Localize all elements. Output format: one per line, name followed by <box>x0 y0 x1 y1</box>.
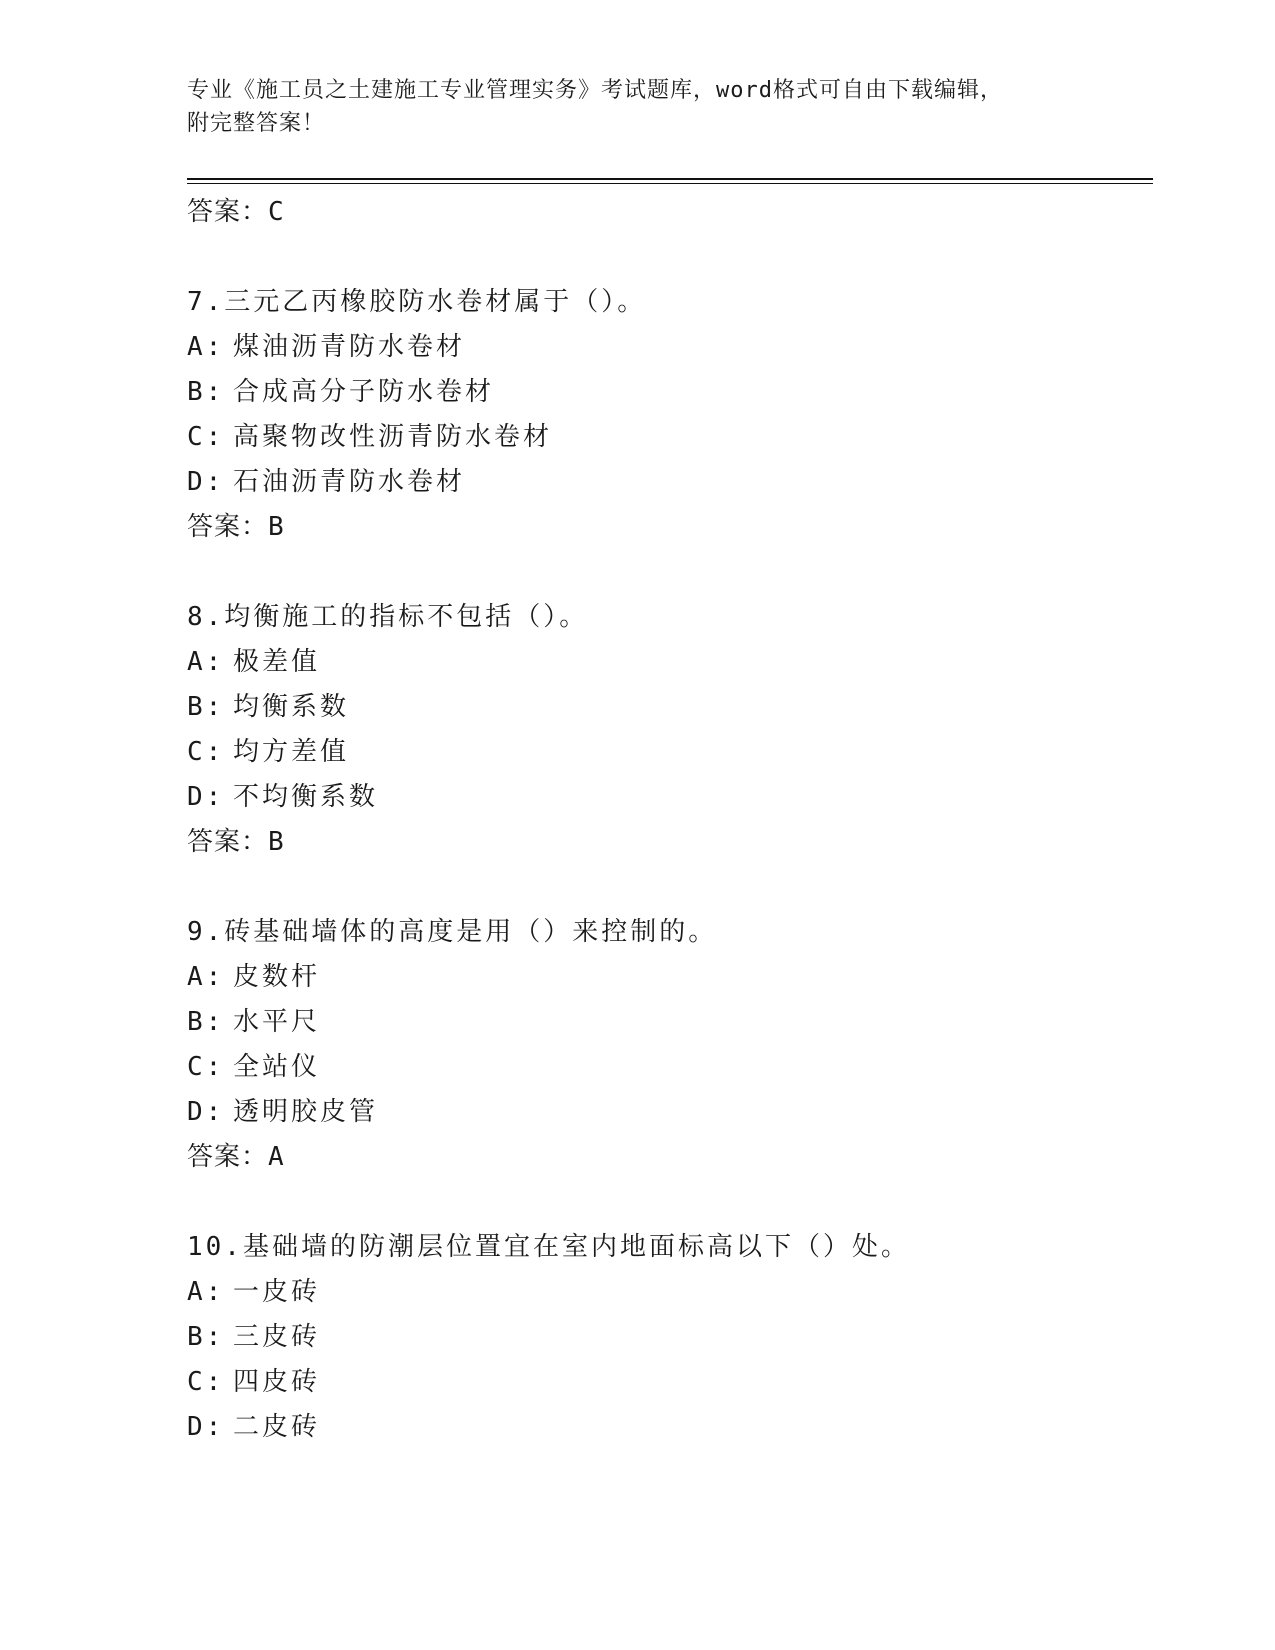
option-d <box>187 1090 1153 1135</box>
option-letter: A: <box>187 332 225 362</box>
question-text: 8.均衡施工的指标不包括（）。 <box>187 602 589 632</box>
option-letter: C: <box>187 422 225 452</box>
option-letter: D: <box>187 467 225 497</box>
spacer <box>187 1180 1153 1225</box>
option-b <box>187 685 1153 730</box>
option-b <box>187 1000 1153 1045</box>
option-text: 石油沥青防水卷材 <box>233 467 466 497</box>
option-text: 煤油沥青防水卷材 <box>233 332 466 362</box>
option-a <box>187 325 1153 370</box>
header-divider-thick <box>187 178 1153 180</box>
option-letter: A: <box>187 962 225 992</box>
option-c <box>187 415 1153 460</box>
option-text: 透明胶皮管 <box>233 1097 379 1127</box>
option-letter: C: <box>187 737 225 767</box>
option-letter: D: <box>187 782 225 812</box>
option-text: 二皮砖 <box>233 1412 321 1442</box>
option-text: 皮数杆 <box>233 962 321 992</box>
option-b <box>187 1315 1153 1360</box>
header-line-2: 附完整答案！ <box>187 111 326 136</box>
spacer <box>187 865 1153 910</box>
option-c <box>187 1360 1153 1405</box>
option-a <box>187 1270 1153 1315</box>
option-c <box>187 1045 1153 1090</box>
option-letter: D: <box>187 1412 225 1442</box>
answer-line: 答案：B <box>187 512 285 542</box>
option-text: 不均衡系数 <box>233 782 379 812</box>
option-letter: C: <box>187 1367 225 1397</box>
option-d <box>187 1405 1153 1450</box>
option-text: 高聚物改性沥青防水卷材 <box>233 422 553 452</box>
option-text: 一皮砖 <box>233 1277 321 1307</box>
option-d <box>187 775 1153 820</box>
question-text: 10.基础墙的防潮层位置宜在室内地面标高以下（）处。 <box>187 1232 910 1262</box>
option-text: 极差值 <box>233 647 321 677</box>
option-text: 三皮砖 <box>233 1322 321 1352</box>
option-text: 均衡系数 <box>233 692 350 722</box>
question-block <box>187 1225 1153 1450</box>
option-letter: D: <box>187 1097 225 1127</box>
option-letter: B: <box>187 377 225 407</box>
option-a <box>187 640 1153 685</box>
option-text: 均方差值 <box>233 737 350 767</box>
answer-line: 答案：C <box>187 197 285 227</box>
document-header <box>187 74 1087 140</box>
option-b <box>187 370 1153 415</box>
question-text: 9.砖基础墙体的高度是用（）来控制的。 <box>187 917 718 947</box>
option-letter: C: <box>187 1052 225 1082</box>
option-letter: B: <box>187 1322 225 1352</box>
option-text: 全站仪 <box>233 1052 321 1082</box>
option-text: 四皮砖 <box>233 1367 321 1397</box>
question-text: 7.三元乙丙橡胶防水卷材属于（）。 <box>187 287 647 317</box>
header-divider-thin <box>187 183 1153 184</box>
option-letter: B: <box>187 692 225 722</box>
option-a <box>187 955 1153 1000</box>
option-text: 水平尺 <box>233 1007 321 1037</box>
option-d <box>187 460 1153 505</box>
option-letter: A: <box>187 647 225 677</box>
spacer <box>187 550 1153 595</box>
answer-line: 答案：B <box>187 827 285 857</box>
question-block <box>187 595 1153 865</box>
spacer <box>187 235 1153 280</box>
option-c <box>187 730 1153 775</box>
answer-line: 答案：A <box>187 1142 285 1172</box>
option-letter: B: <box>187 1007 225 1037</box>
question-list <box>187 190 1153 1450</box>
question-block <box>187 910 1153 1180</box>
option-letter: A: <box>187 1277 225 1307</box>
question-block <box>187 280 1153 550</box>
header-line-1: 专业《施工员之土建施工专业管理实务》考试题库，word格式可自由下载编辑， <box>187 78 1003 103</box>
option-text: 合成高分子防水卷材 <box>233 377 495 407</box>
